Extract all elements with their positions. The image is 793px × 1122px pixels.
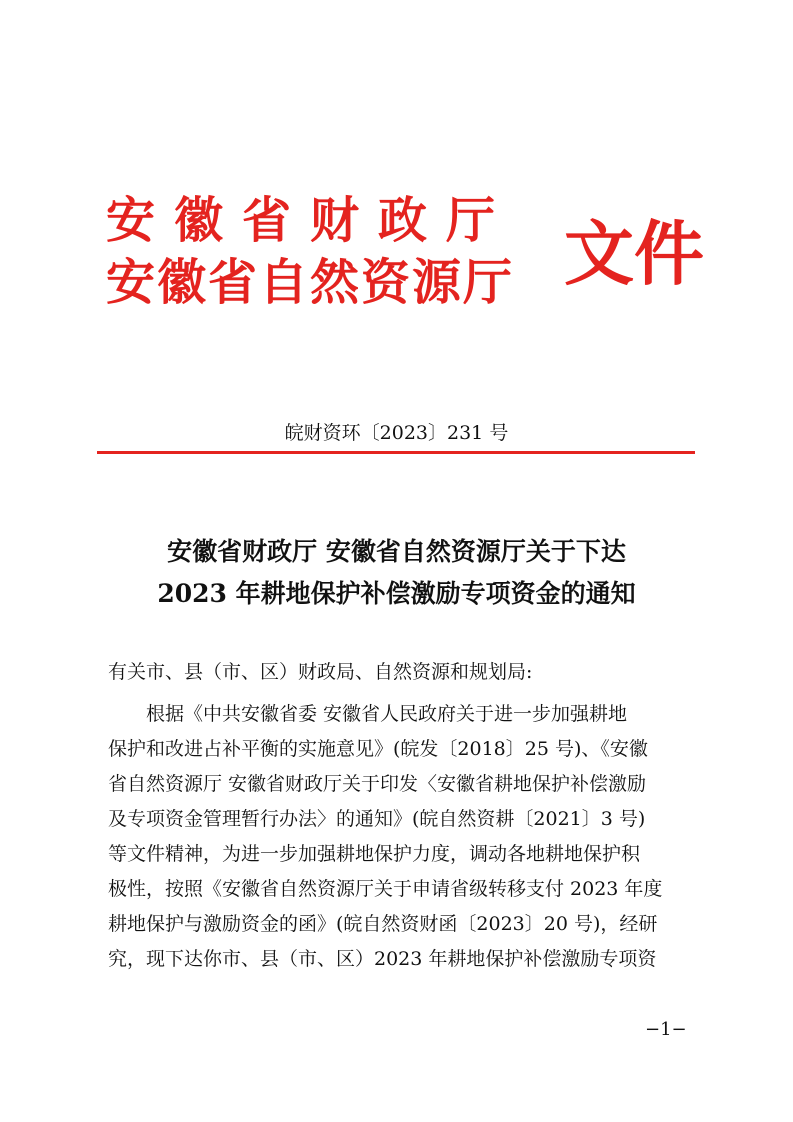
- body-line: 根据《中共安徽省委 安徽省人民政府关于进一步加强耕地: [108, 703, 628, 725]
- body-line: 究，现下达你市、县（市、区）2023 年耕地保护补偿激励专项资: [108, 948, 657, 970]
- body-line: 极性，按照《安徽省自然资源厅关于申请省级转移支付 2023 年度: [108, 878, 663, 900]
- document-title-line-1: 安徽省财政厅 安徽省自然资源厅关于下达: [167, 537, 626, 566]
- body-line: 保护和改进占补平衡的实施意见》(皖发〔2018〕25 号)、《安徽: [108, 738, 648, 760]
- document-type-label: 文件: [564, 212, 704, 295]
- body-line: 耕地保护与激励资金的函》(皖自然资财函〔2023〕20 号)，经研: [108, 913, 658, 935]
- red-separator-line: [97, 451, 695, 454]
- body-line: 省自然资源厅 安徽省财政厅关于印发〈安徽省耕地保护补偿激励: [108, 773, 647, 795]
- page-number: −1−: [645, 1019, 687, 1040]
- issuer-line-finance-department: 安徽省财政厅: [106, 191, 515, 249]
- document-title-line-2: 2023 年耕地保护补偿激励专项资金的通知: [157, 579, 636, 608]
- body-line: 及专项资金管理暂行办法〉的通知》(皖自然资耕〔2021〕3 号): [108, 808, 646, 830]
- salutation: 有关市、县（市、区）财政局、自然资源和规划局:: [108, 661, 533, 683]
- document-masthead: [106, 180, 706, 330]
- document-number: 皖财资环〔2023〕231 号: [284, 422, 509, 444]
- body-line: 等文件精神，为进一步加强耕地保护力度，调动各地耕地保护积: [108, 843, 641, 865]
- issuer-line-natural-resources-department: 安徽省自然资源厅: [106, 253, 515, 311]
